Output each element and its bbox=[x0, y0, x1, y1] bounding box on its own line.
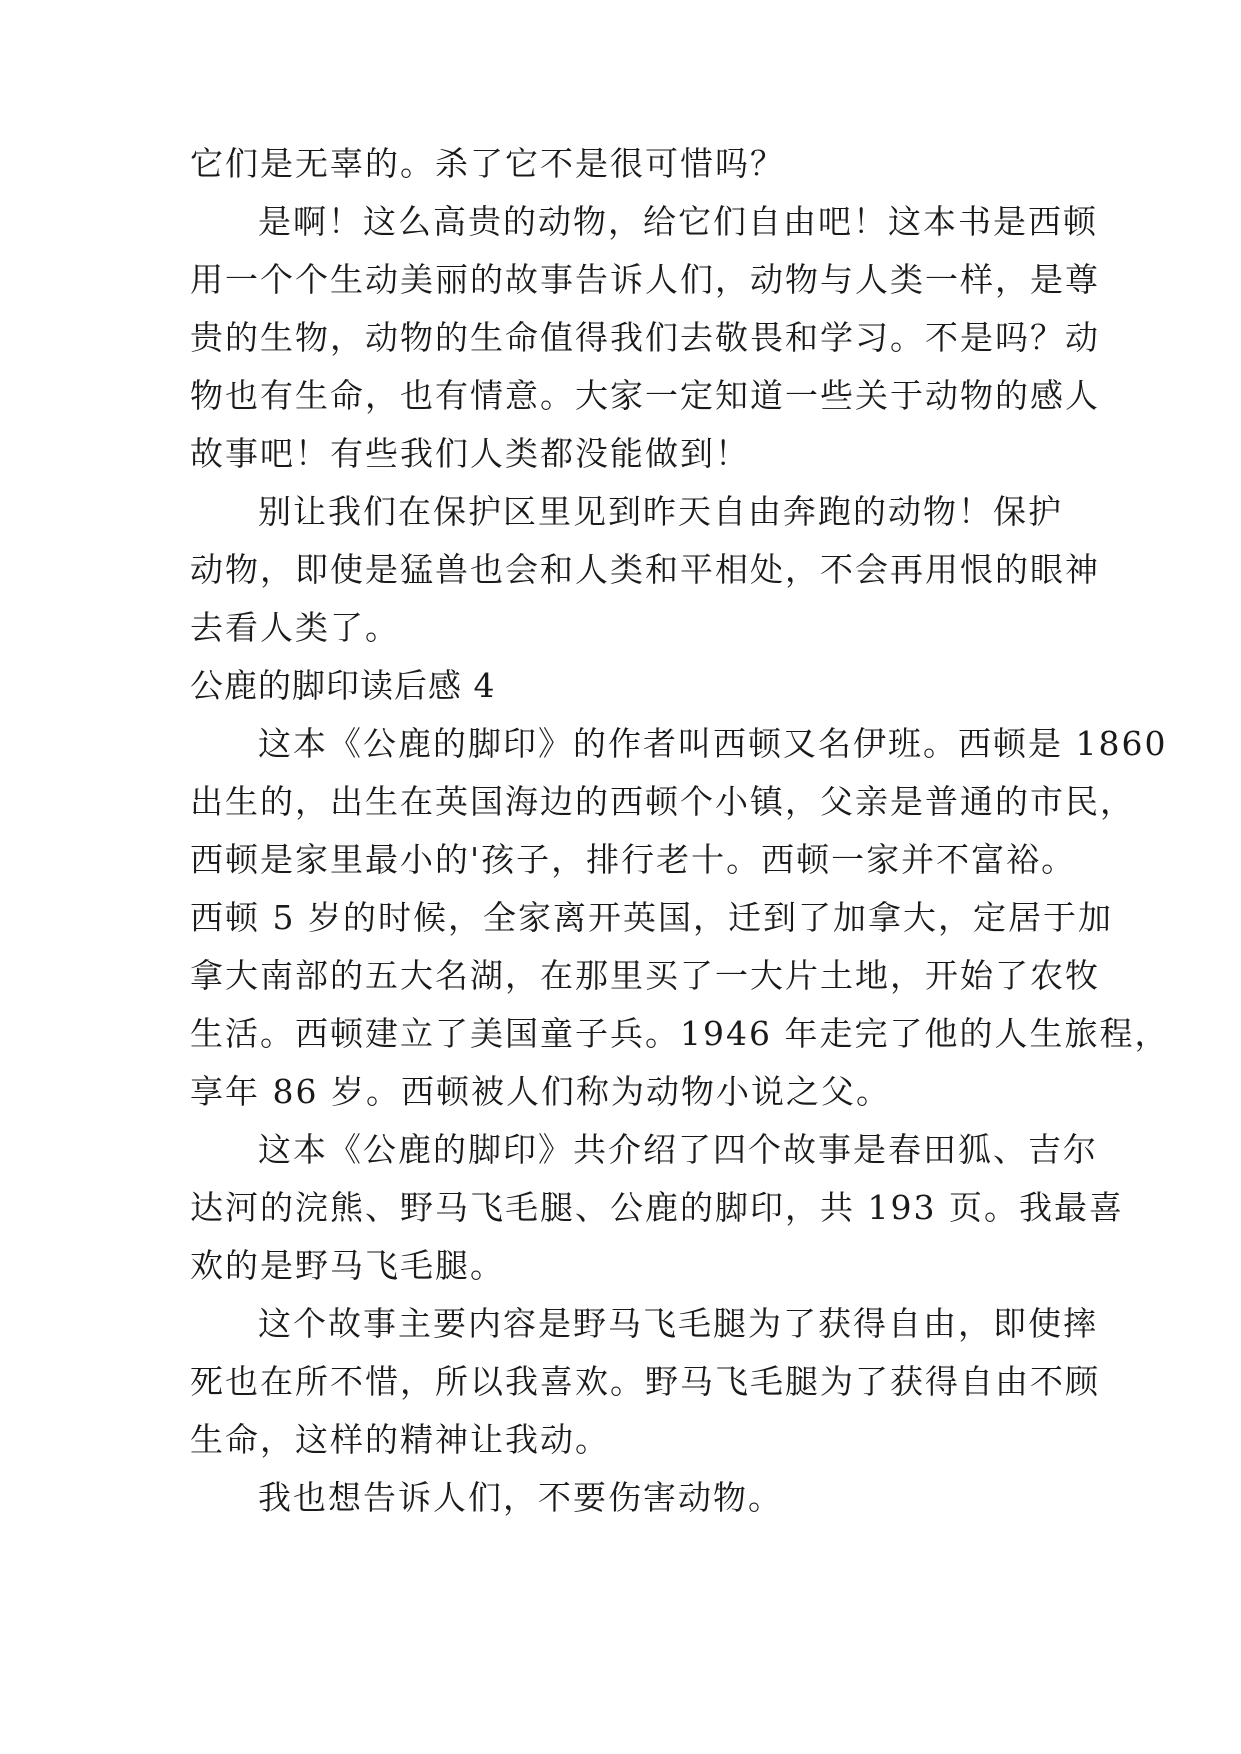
text-line: 出生的，出生在英国海边的西顿个小镇，父亲是普通的市民， bbox=[190, 782, 1135, 821]
text-line: 生命，这样的精神让我动。 bbox=[190, 1420, 610, 1459]
text-line: 达河的浣熊、野马飞毛腿、公鹿的脚印，共 193 页。我最喜 bbox=[190, 1188, 1124, 1227]
text-line: 拿大南部的五大名湖，在那里买了一大片土地，开始了农牧 bbox=[190, 956, 1100, 995]
paragraph-first-line: 我也想告诉人们，不要伤害动物。 bbox=[258, 1478, 783, 1517]
text-line: 贵的生物，动物的生命值得我们去敬畏和学习。不是吗？动 bbox=[190, 318, 1100, 357]
paragraph-first-line: 这个故事主要内容是野马飞毛腿为了获得自由，即使摔 bbox=[258, 1304, 1098, 1343]
paragraph-first-line: 是啊！这么高贵的动物，给它们自由吧！这本书是西顿 bbox=[258, 202, 1098, 241]
text-line: 用一个个生动美丽的故事告诉人们，动物与人类一样，是尊 bbox=[190, 260, 1100, 299]
text-line: 死也在所不惜，所以我喜欢。野马飞毛腿为了获得自由不顾 bbox=[190, 1362, 1100, 1401]
text-line: 故事吧！有些我们人类都没能做到！ bbox=[190, 434, 750, 473]
paragraph-first-line: 这本《公鹿的脚印》共介绍了四个故事是春田狐、吉尔 bbox=[258, 1130, 1098, 1169]
text-line: 西顿是家里最小的'孩子，排行老十。西顿一家并不富裕。 bbox=[190, 840, 1077, 879]
text-line: 去看人类了。 bbox=[190, 608, 400, 647]
section-heading: 公鹿的脚印读后感 4 bbox=[190, 666, 496, 705]
paragraph-first-line: 这本《公鹿的脚印》的作者叫西顿又名伊班。西顿是 1860 bbox=[258, 724, 1168, 763]
text-line: 西顿 5 岁的时候，全家离开英国，迁到了加拿大，定居于加 bbox=[190, 898, 1113, 937]
text-line: 它们是无辜的。杀了它不是很可惜吗？ bbox=[190, 144, 785, 183]
text-line: 欢的是野马飞毛腿。 bbox=[190, 1246, 505, 1285]
text-line: 动物，即使是猛兽也会和人类和平相处，不会再用恨的眼神 bbox=[190, 550, 1100, 589]
paragraph-first-line: 别让我们在保护区里见到昨天自由奔跑的动物！保护 bbox=[258, 492, 1063, 531]
text-line: 享年 86 岁。西顿被人们称为动物小说之父。 bbox=[190, 1072, 891, 1111]
text-line: 生活。西顿建立了美国童子兵。1946 年走完了他的人生旅程， bbox=[190, 1014, 1170, 1053]
text-line: 物也有生命，也有情意。大家一定知道一些关于动物的感人 bbox=[190, 376, 1100, 415]
